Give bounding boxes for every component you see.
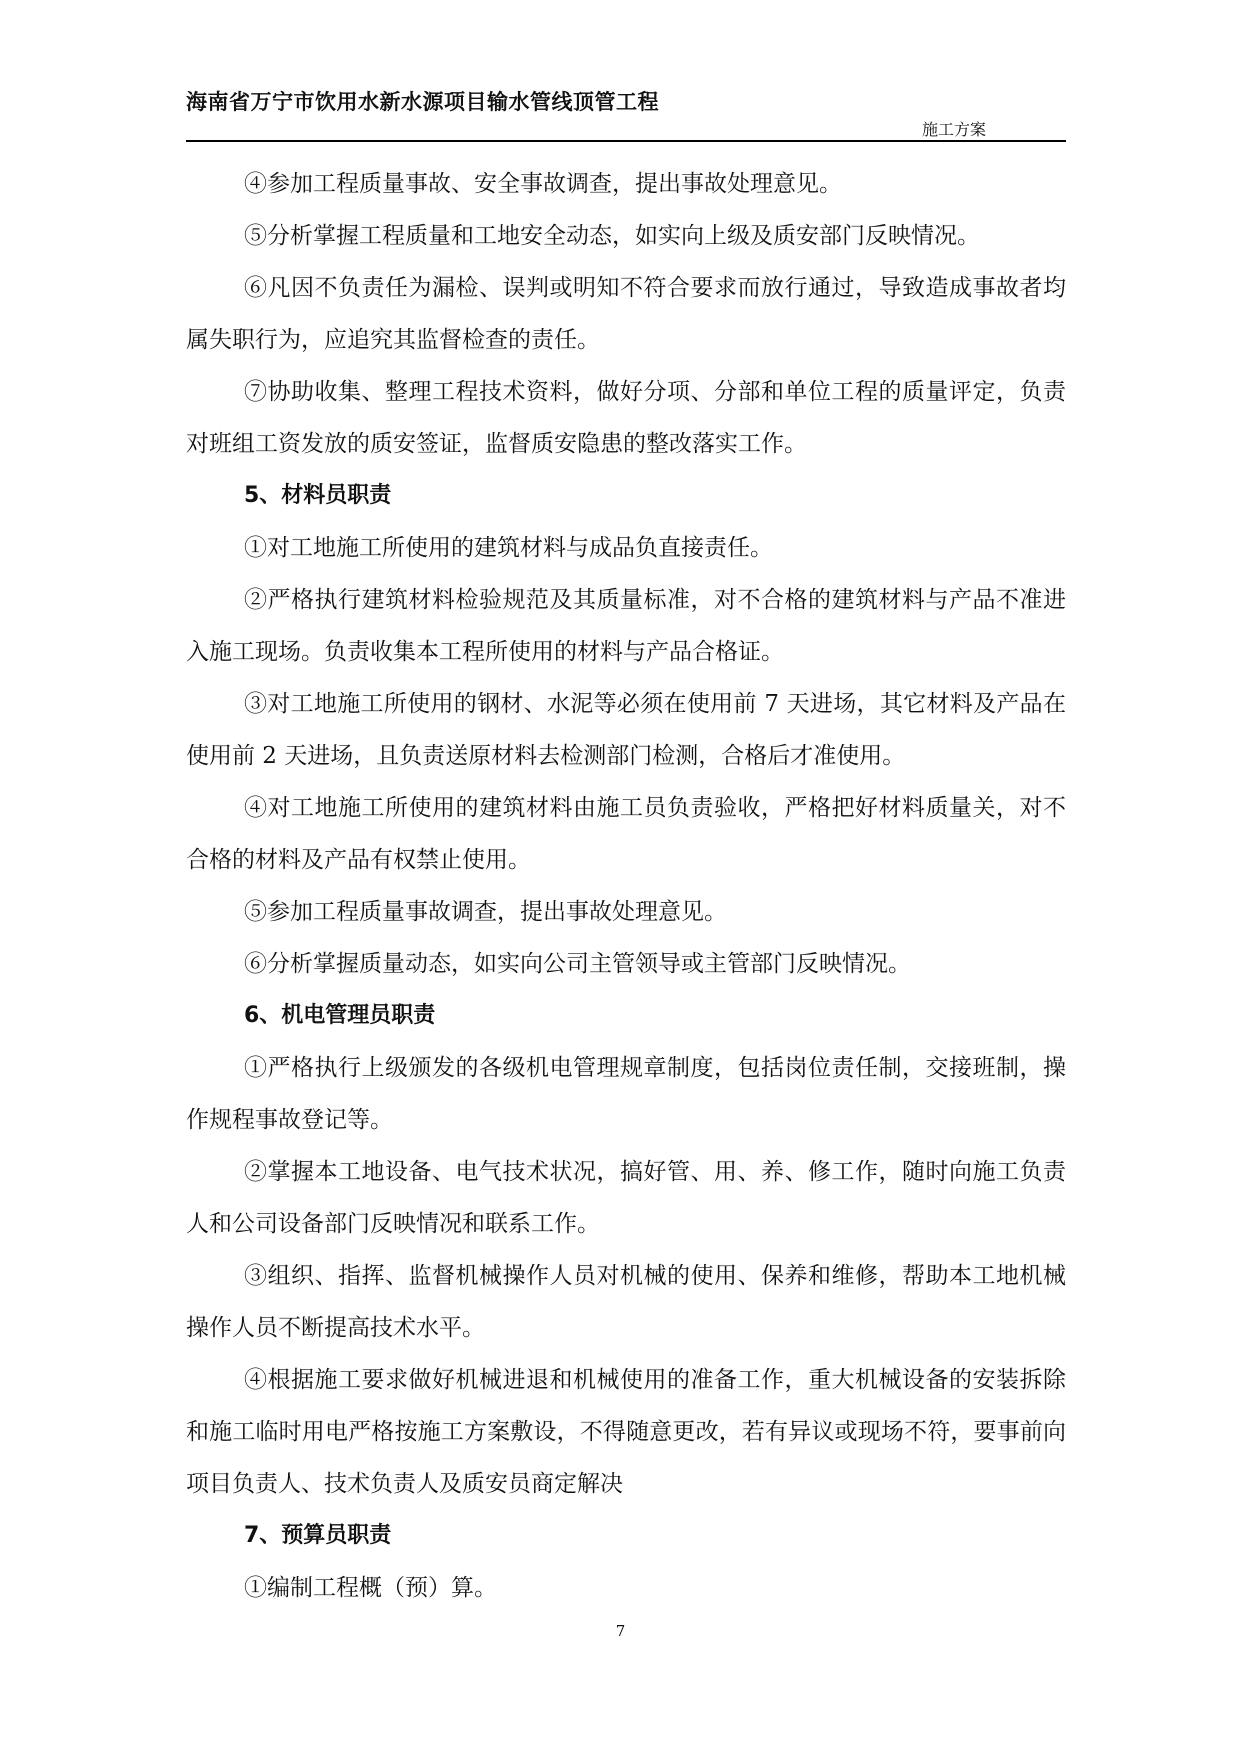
- document-body: [186, 158, 1066, 1614]
- document-header-subtitle: 施工方案: [922, 120, 987, 139]
- paragraph: ①对工地施工所使用的建筑材料与成品负直接责任。: [244, 535, 773, 561]
- paragraph: ⑤参加工程质量事故调查，提出事故处理意见。: [244, 899, 727, 925]
- section-heading-material-clerk: 5、材料员职责: [244, 483, 392, 508]
- paragraph: ⑦协助收集、整理工程技术资料，做好分项、分部和单位工程的质量评定，负责对班组工资发放的质安签证，监督质安隐患的整改落实工作。: [186, 379, 1066, 457]
- paragraph: ④参加工程质量事故、安全事故调查，提出事故处理意见。: [244, 171, 842, 197]
- paragraph: ③对工地施工所使用的钢材、水泥等必须在使用前 7 天进场，其它材料及产品在使用前 2 天进场，且负责送原材料去检测部门检测，合格后才准使用。: [186, 691, 1066, 769]
- paragraph: ④对工地施工所使用的建筑材料由施工员负责验收，严格把好材料质量关，对不合格的材料及产品有权禁止使用。: [186, 795, 1066, 873]
- paragraph: ⑤分析掌握工程质量和工地安全动态，如实向上级及质安部门反映情况。: [244, 223, 980, 249]
- paragraph: ③组织、指挥、监督机械操作人员对机械的使用、保养和维修，帮助本工地机械操作人员不断提高技术水平。: [186, 1263, 1066, 1341]
- paragraph: ⑥凡因不负责任为漏检、误判或明知不符合要求而放行通过，导致造成事故者均属失职行为，应追究其监督检查的责任。: [186, 275, 1066, 353]
- paragraph: ①编制工程概（预）算。: [244, 1575, 497, 1601]
- paragraph: ①严格执行上级颁发的各级机电管理规章制度，包括岗位责任制，交接班制，操作规程事故登记等。: [186, 1055, 1066, 1133]
- paragraph: ②掌握本工地设备、电气技术状况，搞好管、用、养、修工作，随时向施工负责人和公司设备部门反映情况和联系工作。: [186, 1159, 1066, 1237]
- paragraph: ④根据施工要求做好机械进退和机械使用的准备工作，重大机械设备的安装拆除和施工临时用电严格按施工方案敷设，不得随意更改，若有异议或现场不符，要事前向项目负责人、技术负责人及质安员商定解决: [186, 1367, 1066, 1497]
- paragraph: ②严格执行建筑材料检验规范及其质量标准，对不合格的建筑材料与产品不准进入施工现场。负责收集本工程所使用的材料与产品合格证。: [186, 587, 1066, 665]
- section-heading-electromechanical-manager: 6、机电管理员职责: [244, 1003, 436, 1028]
- paragraph: ⑥分析掌握质量动态，如实向公司主管领导或主管部门反映情况。: [244, 951, 911, 977]
- section-heading-budget-clerk: 7、预算员职责: [244, 1523, 392, 1548]
- document-header-title: 海南省万宁市饮用水新水源项目输水管线顶管工程: [186, 90, 659, 114]
- page-number: 7: [615, 1622, 626, 1640]
- header-divider: [186, 140, 1066, 142]
